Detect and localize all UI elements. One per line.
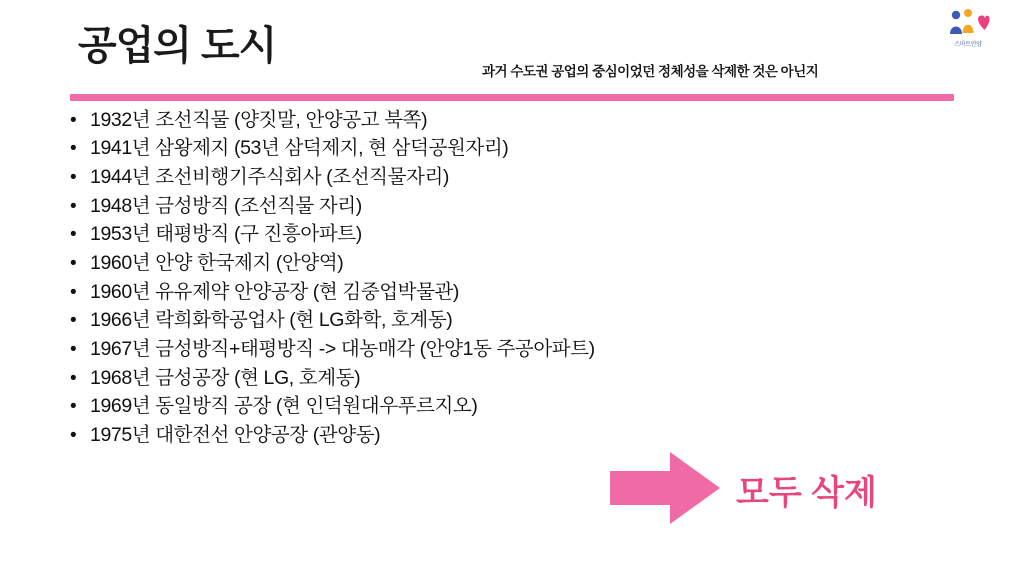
list-item-label: 1944년 조선비행기주식회사 (조선직물자리) [90, 165, 449, 188]
right-arrow-icon [610, 452, 720, 524]
title-divider [70, 94, 954, 101]
bullet-icon: • [70, 224, 77, 246]
bullet-icon: • [70, 367, 77, 389]
list-item-label: 1953년 태평방직 (구 진흥아파트) [90, 223, 362, 246]
page-title: 공업의 도시 [78, 24, 277, 68]
list-item-label: 1966년 락희화학공업사 (현 LG화학, 호계동) [90, 309, 453, 332]
bullet-icon: • [70, 166, 77, 188]
list-item-label: 1975년 대한전선 안양공장 (관양동) [90, 424, 381, 447]
logo [938, 8, 998, 56]
list-item-label: 1969년 동일방직 공장 (현 인덕원대우푸르지오) [90, 395, 478, 418]
bullet-icon: • [70, 195, 77, 217]
arrow-shaft [610, 471, 672, 505]
list-item [70, 307, 830, 336]
list-item [70, 135, 830, 164]
page-subtitle: 과거 수도권 공업의 중심이었던 정체성을 삭제한 것은 아닌지 [482, 64, 819, 79]
list-item [70, 192, 830, 221]
list-item [70, 393, 830, 422]
list-item [70, 249, 830, 278]
logo-caption: 스마트안양 [954, 42, 982, 48]
list-item-label: 1948년 금성방직 (조선직물 자리) [90, 194, 362, 217]
bullet-icon: • [70, 253, 77, 275]
list-item [70, 106, 830, 135]
bullet-icon: • [70, 425, 77, 447]
bullet-icon: • [70, 109, 77, 131]
list-item-label: 1968년 금성공장 (현 LG, 호계동) [90, 366, 361, 389]
list-item [70, 221, 830, 250]
list-item [70, 364, 830, 393]
list-item-label: 1941년 삼왕제지 (53년 삼덕제지, 현 삼덕공원자리) [90, 137, 509, 160]
bullet-list [70, 106, 830, 450]
list-item [70, 278, 830, 307]
arrow-head [670, 452, 720, 524]
list-item-label: 1932년 조선직물 (양짓말, 안양공고 북쪽) [90, 108, 428, 131]
list-item-label: 1960년 안양 한국제지 (안양역) [90, 252, 344, 275]
bullet-icon: • [70, 138, 77, 160]
bullet-icon: • [70, 396, 77, 418]
list-item [70, 336, 830, 365]
bullet-icon: • [70, 281, 77, 303]
bullet-icon: • [70, 339, 77, 361]
bullet-icon: • [70, 310, 77, 332]
list-item [70, 163, 830, 192]
list-item-label: 1960년 유유제약 안양공장 (현 김중업박물관) [90, 280, 460, 303]
callout-text: 모두 삭제 [736, 474, 877, 512]
list-item-label: 1967년 금성방직+태평방직 -> 대농매각 (안양1동 주공아파트) [90, 338, 595, 361]
logo-icon [946, 8, 990, 38]
list-item [70, 422, 830, 451]
